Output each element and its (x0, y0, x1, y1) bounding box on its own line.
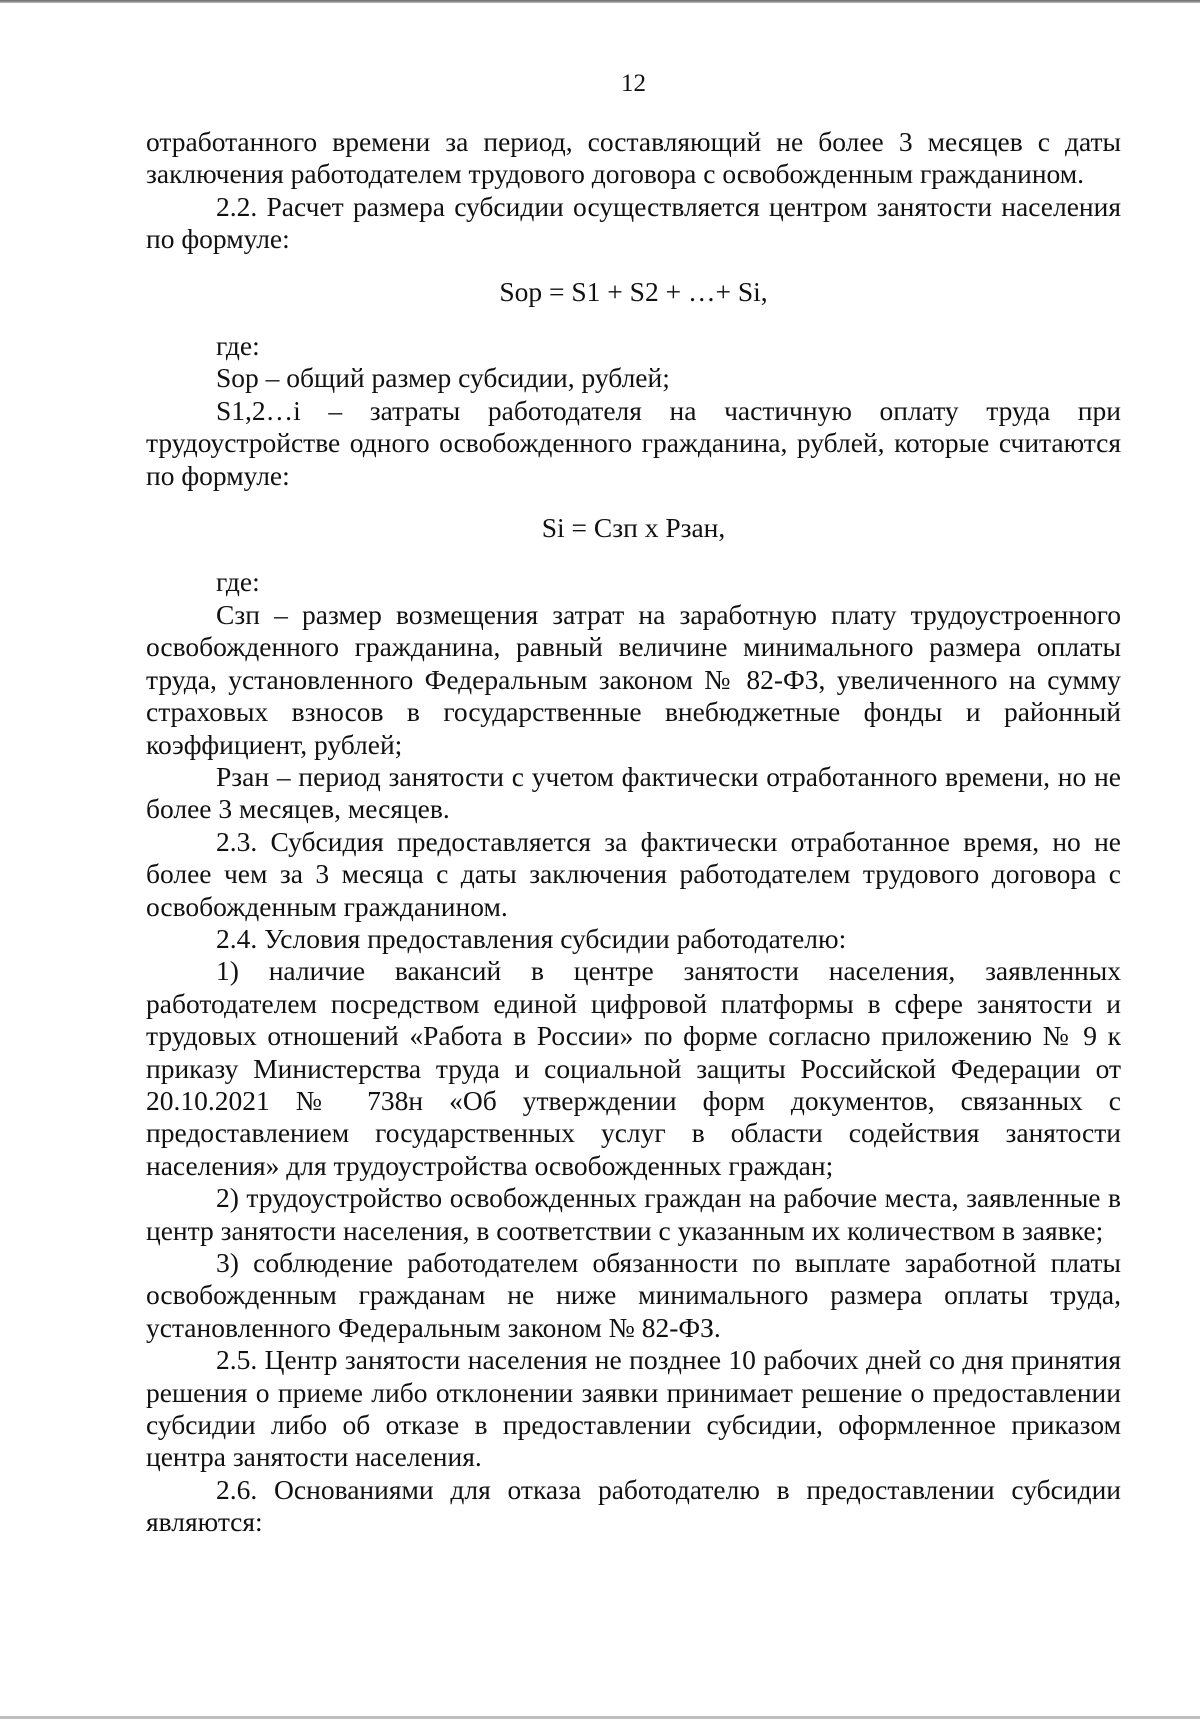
paragraph-2-6: 2.6. Основаниями для отказа работодателю в предоставлении субсидии являются: (146, 1473, 1121, 1538)
definition-rzan: Рзан – период занятости с учетом фактически отработанного времени, но не более 3 месяцев, месяцев. (146, 760, 1121, 825)
formula-total-subsidy: Sop = S1 + S2 + …+ Si, (499, 275, 768, 307)
where-label: где: (216, 330, 260, 362)
where-label: где: (216, 566, 260, 598)
definition-szp: Сзп – размер возмещения затрат на заработную плату трудоустроенного освобожденного гражданина, равный величине минимального размера оплаты труда, установленного Федеральным законом № 82-ФЗ, увеличенного на сумму страховых взносов в государственные внебюджетные фонды и районный коэффициент, рублей; (146, 598, 1121, 760)
paragraph-continuation: отработанного времени за период, составляющий не более 3 месяцев с даты заключения работодателем трудового договора с освобожденным гражданином. (146, 126, 1121, 190)
paragraph-2-3: 2.3. Субсидия предоставляется за фактически отработанное время, но не более чем за 3 месяца с даты заключения работодателем трудового договора с освобожденным гражданином. (146, 825, 1121, 922)
paragraph-2-5: 2.5. Центр занятости населения не позднее 10 рабочих дней со дня принятия решения о приеме либо отклонении заявки принимает решение о предоставлении субсидии либо об отказе в предоставлении субсидии, оформленное приказом центра занятости населения. (146, 1344, 1121, 1473)
scan-top-edge (0, 0, 1200, 3)
condition-1: 1) наличие вакансий в центре занятости населения, заявленных работодателем посредством единой цифровой платформы в сфере занятости и трудовых отношений «Работа в России» по форме согласно приложению № 9 к приказу Министерства труда и социальной защиты Российской Федерации от 20.10.2021 № 738н «Об утверждении форм документов, связанных с предоставлением государственных услуг в области содействия занятости населения» для трудоустройства освобожденных граждан; (146, 955, 1121, 1181)
paragraph-2-2: 2.2. Расчет размера субсидии осуществляется центром занятости населения по формуле: (146, 190, 1121, 255)
scan-bottom-edge (0, 1716, 1200, 1719)
condition-2: 2) трудоустройство освобожденных граждан на рабочие места, заявленные в центр занятости населения, в соответствии с указанным их количеством в заявке; (146, 1182, 1121, 1246)
document-page (146, 68, 1121, 1539)
paragraph-2-4: 2.4. Условия предоставления субсидии работодателю: (216, 922, 847, 954)
definition-sop: Sop – общий размер субсидии, рублей; (216, 362, 670, 394)
page-number: 12 (621, 70, 646, 97)
condition-3: 3) соблюдение работодателем обязанности по выплате заработной платы освобожденным гражданам не ниже минимального размера оплаты труда, установленного Федеральным законом № 82-ФЗ. (146, 1247, 1121, 1343)
definition-s12i: S1,2…i – затраты работодателя на частичную оплату труда при трудоустройстве одного освобожденного гражданина, рублей, которые считаются по формуле: (146, 394, 1121, 491)
formula-si: Si = Сзп х Рзан, (541, 512, 726, 544)
